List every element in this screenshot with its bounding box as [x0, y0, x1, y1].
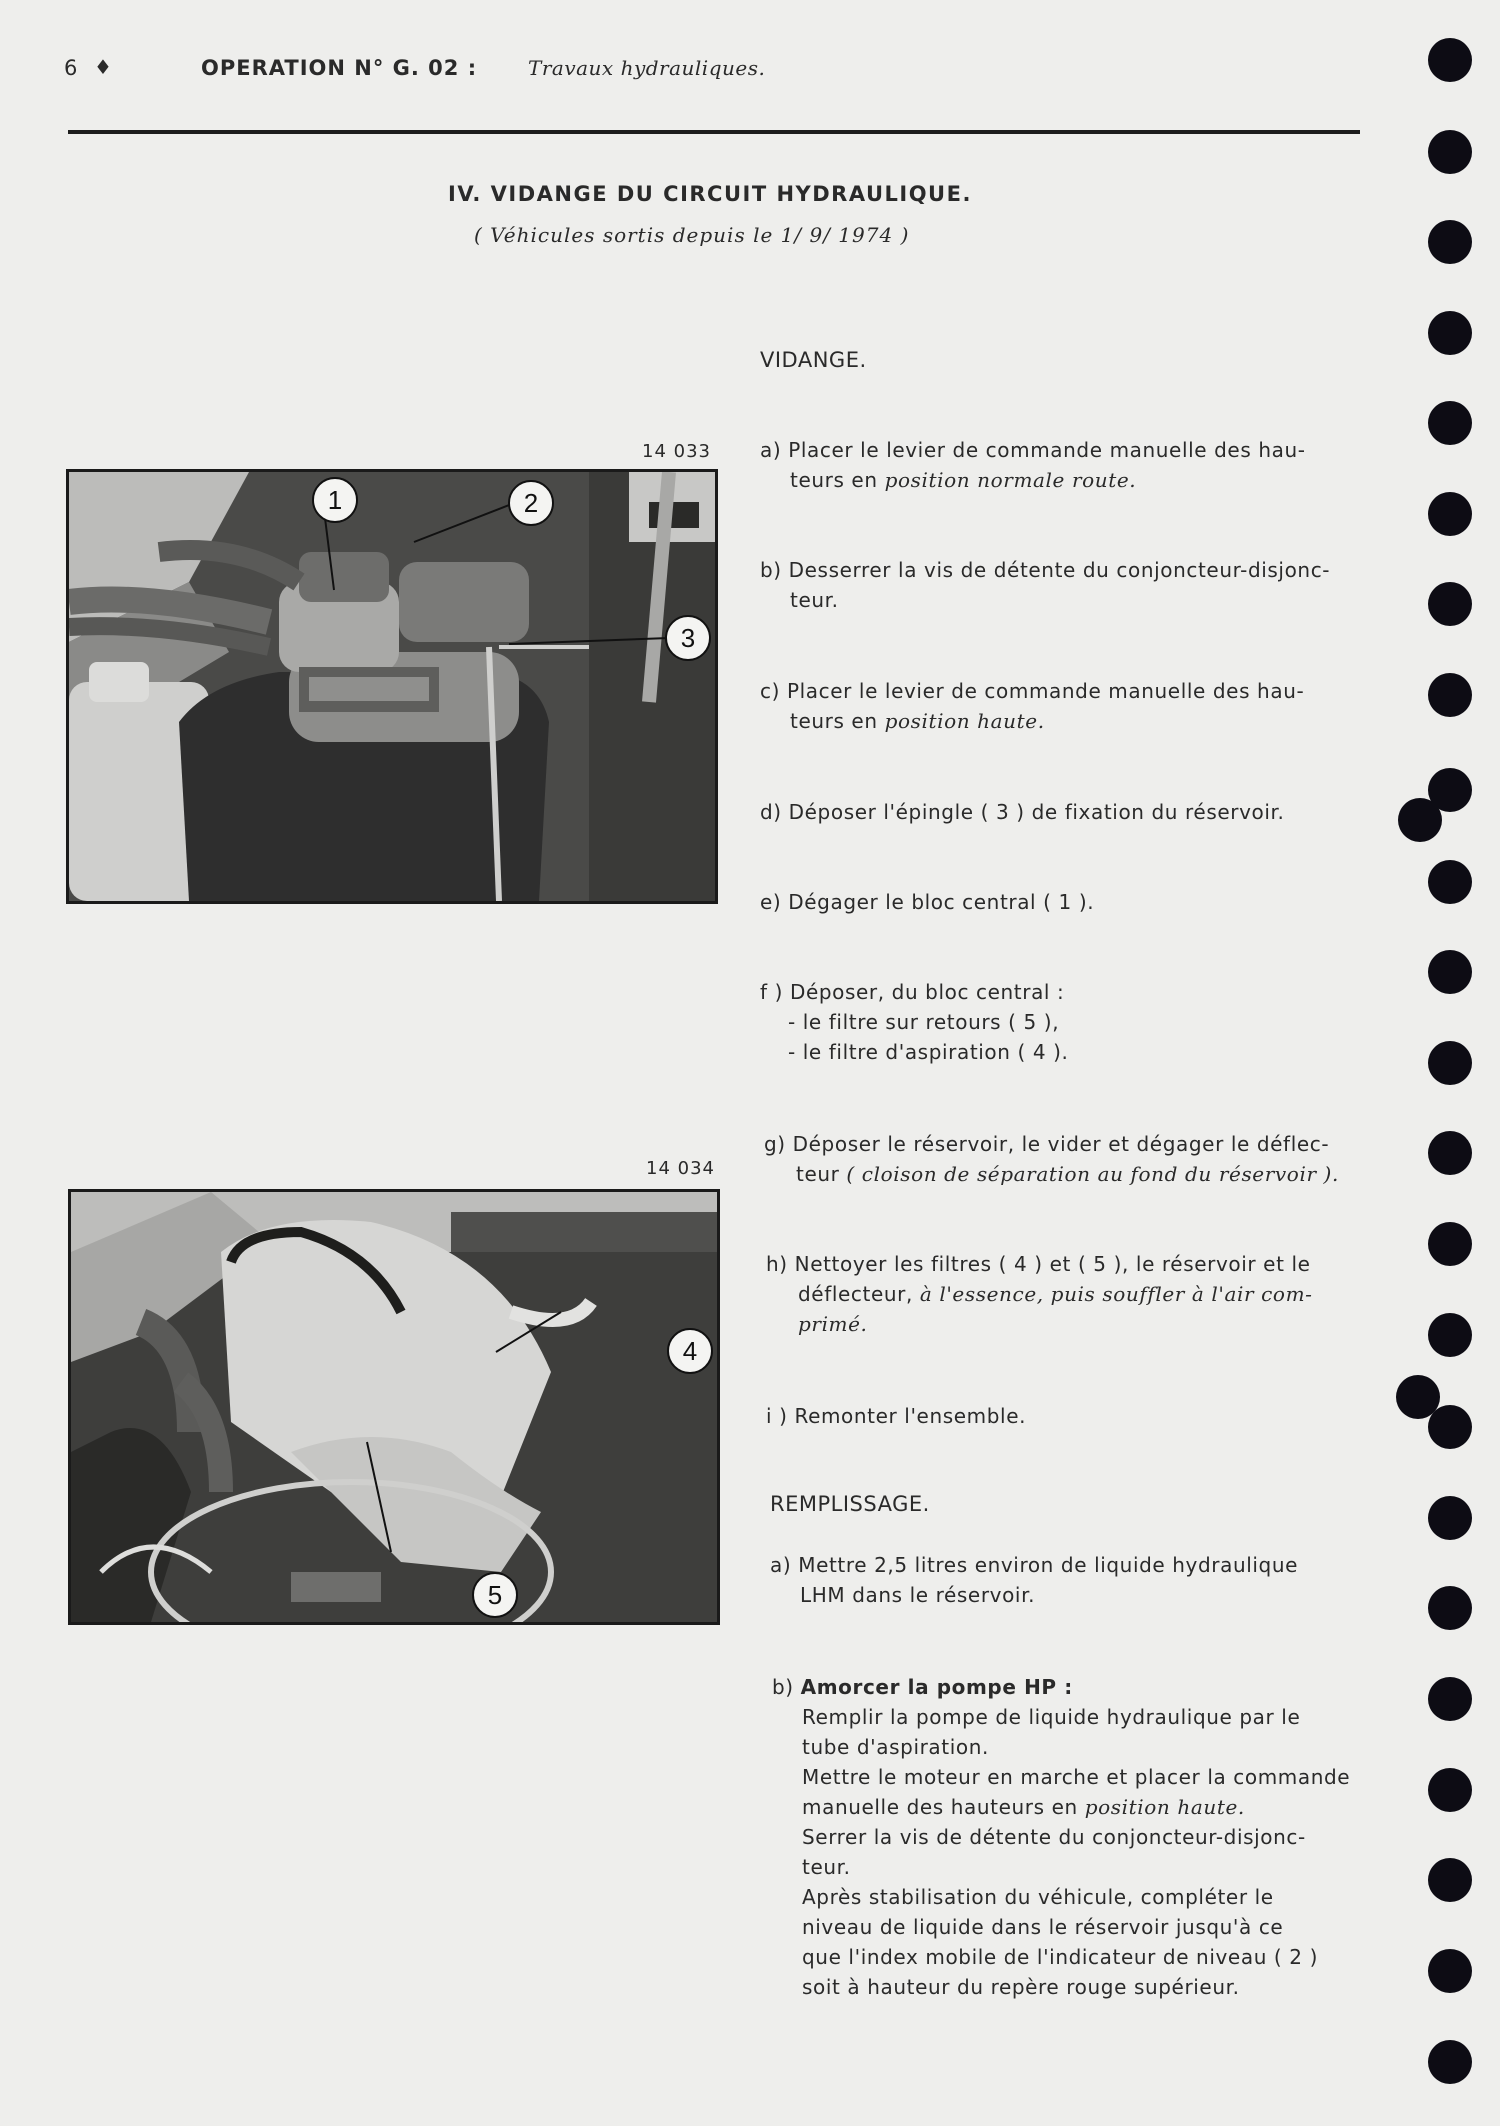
rem-b-line1: Remplir la pompe de liquide hydraulique par le — [802, 1705, 1301, 1729]
punch-hole — [1428, 860, 1472, 904]
punch-hole — [1428, 1949, 1472, 1993]
punch-hole — [1398, 798, 1442, 842]
step-f-line1: f ) Déposer, du bloc central : — [760, 980, 1065, 1004]
photo-2-number: 14 034 — [646, 1158, 715, 1179]
vidange-step-i: i ) Remonter l'ensemble. — [766, 1404, 1027, 1428]
rem-b-line10: soit à hauteur du repère rouge supérieur. — [802, 1975, 1240, 1999]
vidange-step-e: e) Dégager le bloc central ( 1 ). — [760, 890, 1095, 914]
rem-b-line4: manuelle des hauteurs en position haute. — [802, 1795, 1245, 1819]
photo-1-number: 14 033 — [642, 441, 711, 462]
section-subtitle: ( Véhicules sortis depuis le 1/ 9/ 1974 ) — [474, 223, 910, 247]
punch-hole — [1428, 38, 1472, 82]
callout-2: 2 — [508, 480, 554, 526]
rem-a-line1: a) Mettre 2,5 litres environ de liquide hydraulique — [770, 1553, 1299, 1577]
section-title: IV. VIDANGE DU CIRCUIT HYDRAULIQUE. — [448, 182, 972, 206]
step-c-line2: teurs en position haute. — [790, 709, 1045, 733]
vidange-step-g — [764, 1129, 1339, 1189]
punch-hole — [1428, 1677, 1472, 1721]
photo-2 — [68, 1189, 720, 1625]
page-header — [64, 56, 1364, 86]
punch-hole — [1428, 1131, 1472, 1175]
rem-b-line5: Serrer la vis de détente du conjoncteur-disjonc- — [802, 1825, 1306, 1849]
punch-hole — [1428, 1313, 1472, 1357]
bullet-icon: ♦ — [94, 55, 113, 79]
rem-b-line2: tube d'aspiration. — [802, 1735, 989, 1759]
rem-a-line2: LHM dans le réservoir. — [800, 1583, 1036, 1607]
punch-hole — [1428, 401, 1472, 445]
vidange-step-f — [760, 977, 1069, 1067]
punch-hole — [1428, 311, 1472, 355]
photo-2-illustration — [71, 1192, 717, 1622]
header-rule — [68, 130, 1360, 134]
step-b-line2: teur. — [790, 588, 839, 612]
punch-hole — [1428, 1222, 1472, 1266]
punch-hole — [1428, 1586, 1472, 1630]
punch-hole — [1428, 673, 1472, 717]
step-h-line3: primé. — [798, 1312, 868, 1336]
vidange-step-a — [760, 435, 1306, 495]
step-c-line1: c) Placer le levier de commande manuelle des hau- — [760, 679, 1305, 703]
rem-b-line7: Après stabilisation du véhicule, compléter le — [802, 1885, 1274, 1909]
step-a-line1: a) Placer le levier de commande manuelle des hau- — [760, 438, 1306, 462]
vidange-step-h — [766, 1249, 1313, 1339]
punch-hole — [1428, 130, 1472, 174]
vidange-heading: VIDANGE. — [760, 348, 867, 372]
rem-b-line3: Mettre le moteur en marche et placer la commande — [802, 1765, 1351, 1789]
remplissage-heading: REMPLISSAGE. — [770, 1492, 930, 1516]
step-h-line2: déflecteur, à l'essence, puis souffler à l'air com- — [798, 1282, 1313, 1306]
punch-hole — [1428, 1496, 1472, 1540]
vidange-step-d: d) Déposer l'épingle ( 3 ) de fixation du réservoir. — [760, 800, 1285, 824]
rem-b-title: b) Amorcer la pompe HP : — [772, 1675, 1073, 1699]
vidange-step-b — [760, 555, 1330, 615]
punch-hole — [1428, 492, 1472, 536]
rem-b-line9: que l'index mobile de l'indicateur de niveau ( 2 ) — [802, 1945, 1318, 1969]
photo-1-illustration — [69, 472, 715, 901]
remplissage-step-a — [770, 1550, 1298, 1610]
punch-hole — [1428, 220, 1472, 264]
punch-hole — [1428, 950, 1472, 994]
operation-number: OPERATION N° G. 02 : — [201, 56, 478, 80]
punch-hole — [1428, 1768, 1472, 1812]
punch-hole — [1428, 582, 1472, 626]
callout-4: 4 — [667, 1328, 713, 1374]
callout-5: 5 — [472, 1572, 518, 1618]
punch-hole — [1428, 1858, 1472, 1902]
step-h-line1: h) Nettoyer les filtres ( 4 ) et ( 5 ), le réservoir et le — [766, 1252, 1311, 1276]
punch-hole — [1428, 2040, 1472, 2084]
step-g-line1: g) Déposer le réservoir, le vider et dégager le déflec- — [764, 1132, 1330, 1156]
punch-hole — [1428, 1405, 1472, 1449]
rem-b-line6: teur. — [802, 1855, 851, 1879]
vidange-step-c — [760, 676, 1304, 736]
rem-b-line8: niveau de liquide dans le réservoir jusqu'à ce — [802, 1915, 1284, 1939]
photo-1 — [66, 469, 718, 904]
remplissage-step-b — [772, 1672, 1350, 2002]
step-g-line2: teur ( cloison de séparation au fond du réservoir ). — [796, 1162, 1339, 1186]
page-number: 6 — [64, 56, 79, 80]
step-a-line2: teurs en position normale route. — [790, 468, 1137, 492]
step-f-line2: - le filtre sur retours ( 5 ), — [788, 1010, 1060, 1034]
callout-1: 1 — [312, 477, 358, 523]
callout-3: 3 — [665, 615, 711, 661]
punch-hole — [1428, 1041, 1472, 1085]
step-b-line1: b) Desserrer la vis de détente du conjoncteur-disjonc- — [760, 558, 1331, 582]
step-f-line3: - le filtre d'aspiration ( 4 ). — [788, 1040, 1069, 1064]
operation-title: Travaux hydrauliques. — [528, 56, 766, 80]
